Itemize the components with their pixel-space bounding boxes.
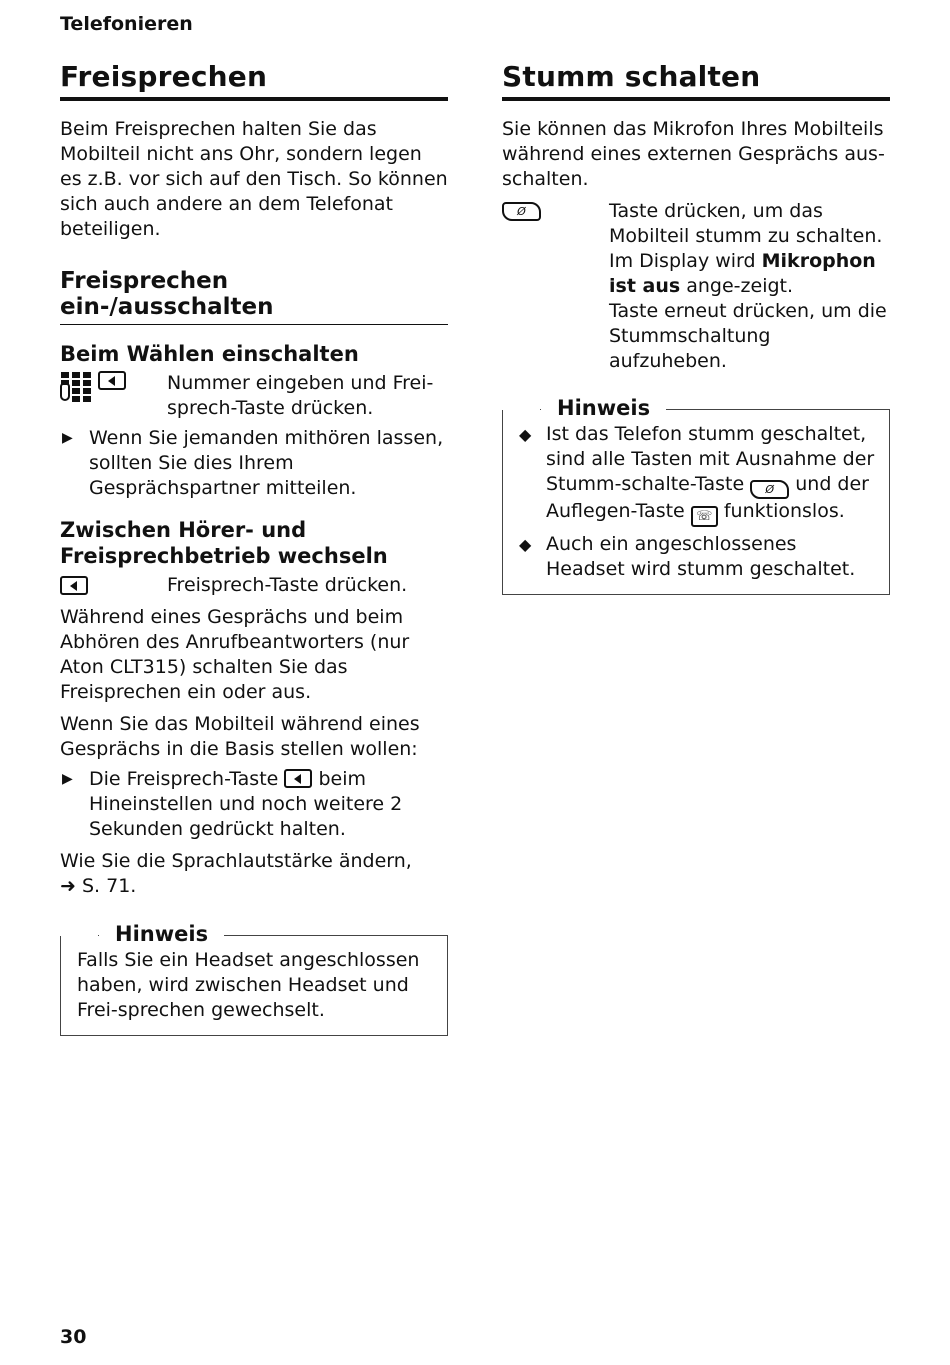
note-text: Falls Sie ein Headset angeschlossen haben, wird zwischen Headset und Frei-sprechen gewechselt. (77, 949, 420, 1021)
note-item-1 (519, 422, 875, 527)
mute-intro: Sie können das Mikrofon Ihres Mobilteils während eines externen Gesprächs aus-schalten. (502, 118, 885, 190)
note-box-right (502, 396, 890, 595)
cradle-bullet (60, 767, 448, 842)
triangle-bullet-icon: ▶ (62, 430, 73, 446)
triangle-bullet-icon: ▶ (62, 771, 73, 787)
intro-paragraph: Beim Freisprechen halten Sie das Mobilteil nicht ans Ohr, sondern legen es z.B. vor sich auf den Tisch. So können sich auch andere an dem Telefonat beteiligen. (60, 118, 448, 240)
hangup-key-icon: ☏ (691, 506, 718, 527)
diamond-bullet-icon: ◆ (519, 535, 532, 554)
mute-key-icon: Ø (750, 480, 789, 499)
mute-step-post: ange-zeigt. (686, 275, 794, 297)
dial-step (60, 371, 448, 421)
mute-step-pre: Taste drücken, um das Mobilteil stumm zu schalten. Im Display wird (609, 200, 883, 272)
section-title-stumm: Stumm schalten (502, 60, 890, 101)
note-title: Hinweis (99, 921, 224, 947)
keypad-icon (60, 371, 92, 403)
speaker-key-icon (98, 371, 126, 390)
dial-step-text: Nummer eingeben und Frei-sprech-Taste drücken. (167, 372, 434, 419)
page-reference-link[interactable]: S. 71. (81, 875, 137, 897)
unmute-step-text: Taste erneut drücken, um die Stummschaltung aufzuheben. (609, 300, 887, 372)
note-item-1-post: funktionslos. (723, 500, 845, 522)
mute-key-icon: Ø (502, 202, 541, 221)
cradle-bullet-pre: Die Freisprech-Taste (89, 768, 279, 790)
dial-heading: Beim Wählen einschalten (60, 342, 359, 366)
arrow-right-icon: ➜ (60, 875, 76, 897)
diamond-bullet-icon: ◆ (519, 425, 532, 444)
speaker-paragraph-1: Während eines Gesprächs und beim Abhören des Anrufbeantworters (nur Aton CLT315) schalten Sie das Freisprechen ein oder aus. (60, 606, 410, 703)
left-column (60, 60, 448, 1036)
note-item-1-mid: und der Auflegen-Taste (546, 473, 869, 522)
section-title-freisprechen: Freisprechen (60, 60, 448, 101)
page-number: 30 (60, 1326, 87, 1348)
cradle-bullet-post: beim Hineinstellen und noch weitere 2 Sekunden gedrückt halten. (89, 768, 403, 840)
switch-step (60, 573, 448, 598)
note-item-2-text: Auch ein angeschlossenes Headset wird stumm geschaltet. (546, 533, 856, 580)
volume-text: Wie Sie die Sprachlautstärke ändern, (60, 850, 412, 872)
dial-bullet-text: Wenn Sie jemanden mithören lassen, sollten Sie dies Ihrem Gesprächspartner mitteilen. (89, 427, 444, 499)
running-header: Telefonieren (60, 13, 193, 35)
switch-step-text: Freisprech-Taste drücken. (167, 574, 408, 596)
subsection-title: Freisprechen ein-/ausschalten (60, 268, 448, 325)
speaker-key-icon (60, 576, 88, 595)
speaker-paragraph-2: Wenn Sie das Mobilteil während eines Gesprächs in die Basis stellen wollen: (60, 713, 420, 760)
note-item-1-pre: Ist das Telefon stumm geschaltet, sind alle Tasten mit Ausnahme der Stumm-schalte-Taste (546, 423, 875, 495)
note-box-left (60, 922, 448, 1036)
volume-reference (60, 874, 448, 899)
mute-step (502, 199, 890, 374)
display-message: Mikrophon ist aus (609, 250, 876, 297)
right-column (502, 60, 890, 595)
switch-heading: Zwischen Hörer- und Freisprechbetrieb wechseln (60, 518, 388, 568)
note-item-2 (519, 532, 875, 582)
dial-bullet (60, 426, 448, 501)
speaker-key-icon (284, 769, 312, 788)
note-title: Hinweis (541, 395, 666, 421)
